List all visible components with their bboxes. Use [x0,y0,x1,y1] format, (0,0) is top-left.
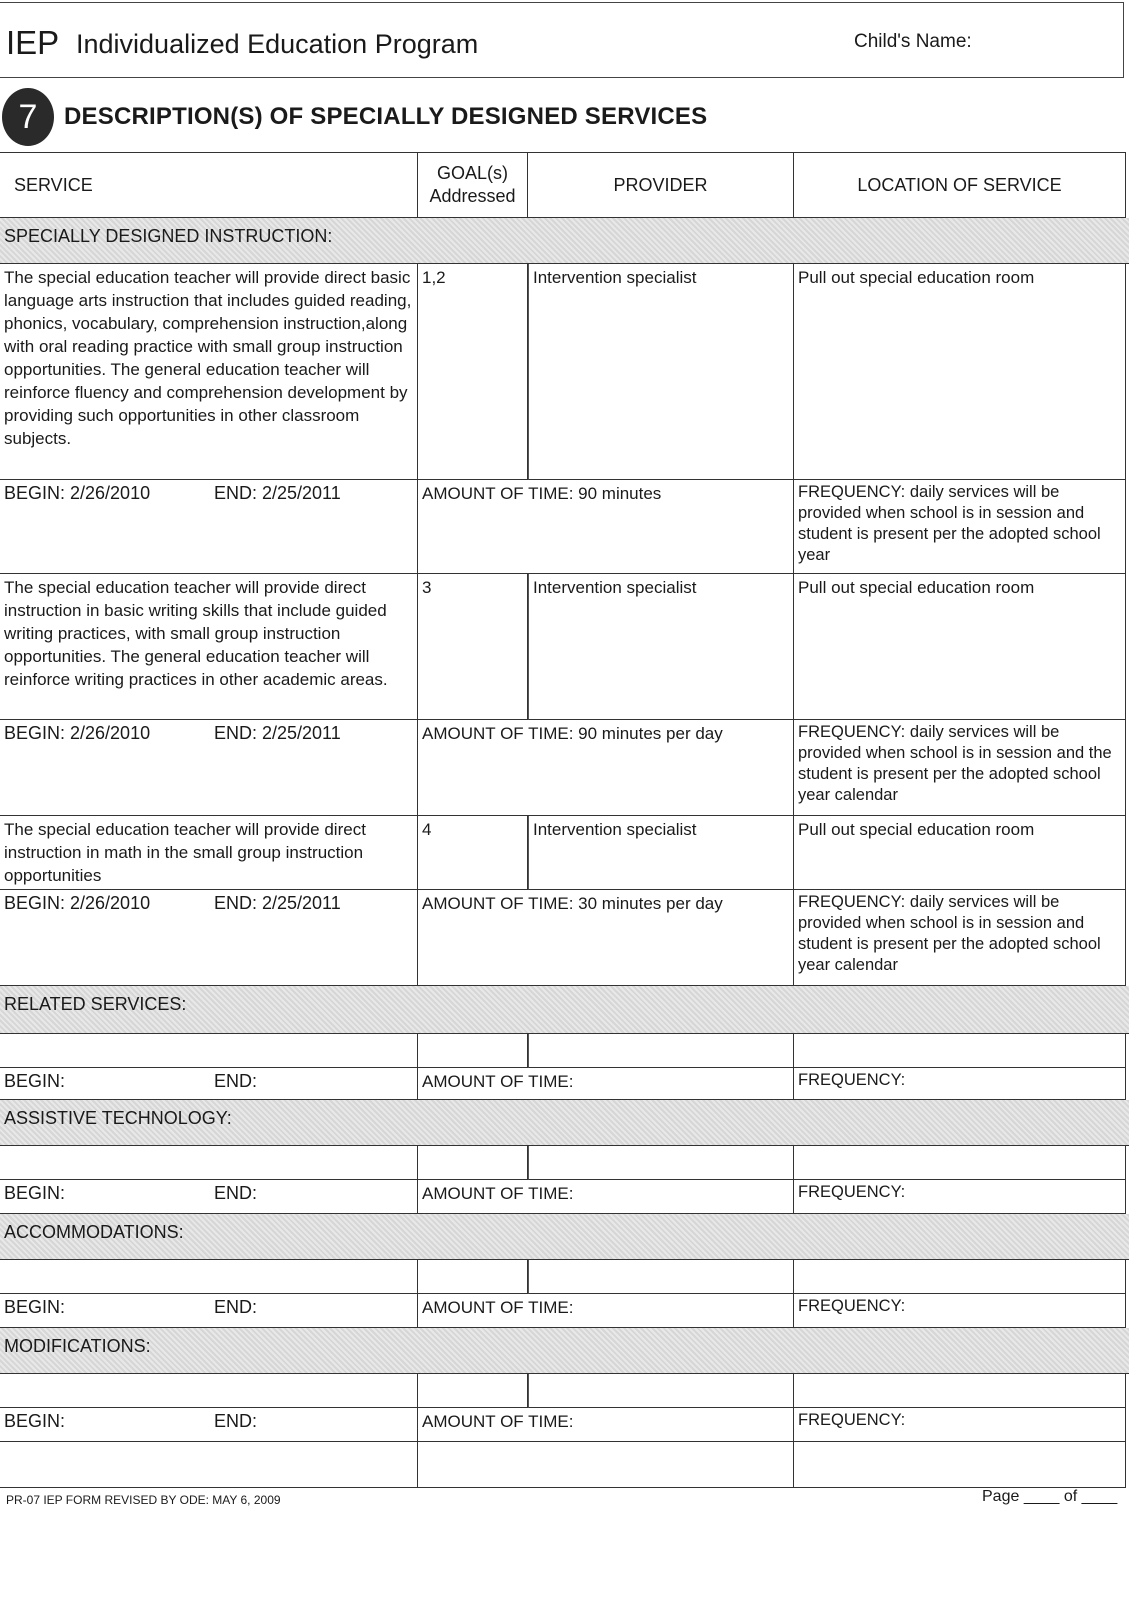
begin-date: BEGIN: [4,1411,66,1431]
begin-end-cell [0,1068,418,1100]
location-cell[interactable] [794,1374,1126,1408]
provider-cell[interactable] [528,1374,794,1408]
location-cell: Pull out special education room [794,264,1126,480]
blank-cell[interactable] [0,1442,418,1488]
service-cell: The special education teacher will provide direct instruction in math in the small group instruction opportunities [0,816,418,890]
location-cell[interactable] [794,1034,1126,1068]
location-cell: Pull out special education room [794,574,1126,720]
location-cell[interactable] [794,1146,1126,1180]
provider-cell[interactable] [528,1034,794,1068]
begin-end-cell [0,1408,418,1442]
page-number: Page ____ of ____ [982,1488,1118,1505]
end-date: END: [214,1183,258,1203]
column-header-goals: GOAL(s) Addressed [418,152,528,218]
service-cell[interactable] [0,1374,418,1408]
service-cell: The special education teacher will provide direct basic language arts instruction that includes guided reading, phonics, vocabulary, comprehension instruction,along with oral reading practice with small group instruction opportunities. The general education teacher will reinforce fluency and comprehension development by providing such opportunities in other classroom subjects. [0,264,418,480]
begin-date: BEGIN: 2/26/2010 [4,723,151,743]
begin-end-cell [0,480,418,574]
provider-cell[interactable] [528,1260,794,1294]
end-date: END: [214,1297,258,1317]
end-date: END: [214,1411,258,1431]
service-cell[interactable] [0,1034,418,1068]
begin-date: BEGIN: [4,1183,66,1203]
begin-end-cell [0,1294,418,1328]
amount-of-time-cell: AMOUNT OF TIME: [418,1068,794,1100]
service-cell[interactable] [0,1146,418,1180]
provider-cell: Intervention specialist [528,264,794,480]
begin-date: BEGIN: [4,1297,66,1317]
begin-end-cell [0,720,418,816]
service-cell: The special education teacher will provide direct instruction in basic writing skills that include guided writing practices, with small group instruction opportunities. The general education teacher will reinforce writing practices in other academic areas. [0,574,418,720]
end-date: END: 2/25/2011 [214,723,341,743]
frequency-cell: FREQUENCY: [794,1068,1126,1100]
form-title: Individualized Education Program [76,29,479,59]
section-number-badge: 7 [2,88,54,146]
begin-end-cell [0,890,418,986]
amount-of-time-cell: AMOUNT OF TIME: [418,1180,794,1214]
section-band-label: MODIFICATIONS: [0,1328,1129,1374]
column-header-provider: PROVIDER [528,152,794,218]
end-date: END: [214,1071,258,1091]
amount-of-time-cell: AMOUNT OF TIME: [418,1294,794,1328]
goals-cell[interactable] [418,1146,528,1180]
section-band-label: RELATED SERVICES: [0,986,1129,1034]
blank-cell[interactable] [794,1442,1126,1488]
location-cell: Pull out special education room [794,816,1126,890]
goals-cell: 1,2 [418,264,528,480]
frequency-cell: FREQUENCY: daily services will be provided when school is in session and the student is present per the adopted school year calendar [794,720,1126,816]
begin-date: BEGIN: 2/26/2010 [4,893,151,913]
goals-cell: 3 [418,574,528,720]
provider-cell: Intervention specialist [528,816,794,890]
frequency-cell: FREQUENCY: [794,1408,1126,1442]
provider-cell: Intervention specialist [528,574,794,720]
end-date: END: 2/25/2011 [214,483,341,503]
provider-cell[interactable] [528,1146,794,1180]
section-title: DESCRIPTION(S) OF SPECIALLY DESIGNED SERVICES [64,103,708,130]
amount-of-time-cell: AMOUNT OF TIME: 30 minutes per day [418,890,794,986]
amount-of-time-cell: AMOUNT OF TIME: 90 minutes [418,480,794,574]
goals-cell[interactable] [418,1374,528,1408]
goals-cell: 4 [418,816,528,890]
column-header-location: LOCATION OF SERVICE [794,152,1126,218]
iep-label: IEP [6,24,60,61]
child-name-label: Child's Name: [854,31,972,52]
service-cell[interactable] [0,1260,418,1294]
column-header-service: SERVICE [0,152,418,218]
section-band-label: ACCOMMODATIONS: [0,1214,1129,1260]
frequency-cell: FREQUENCY: [794,1180,1126,1214]
amount-of-time-cell: AMOUNT OF TIME: [418,1408,794,1442]
frequency-cell: FREQUENCY: [794,1294,1126,1328]
frequency-cell: FREQUENCY: daily services will be provided when school is in session and student is present per the adopted school year [794,480,1126,574]
goals-cell[interactable] [418,1034,528,1068]
section-band-label: SPECIALLY DESIGNED INSTRUCTION: [0,218,1129,264]
blank-cell[interactable] [418,1442,794,1488]
form-revision-note: PR-07 IEP FORM REVISED BY ODE: MAY 6, 2009 [6,1493,281,1507]
begin-date: BEGIN: 2/26/2010 [4,483,151,503]
end-date: END: 2/25/2011 [214,893,341,913]
section-band-label: ASSISTIVE TECHNOLOGY: [0,1100,1129,1146]
location-cell[interactable] [794,1260,1126,1294]
frequency-cell: FREQUENCY: daily services will be provided when school is in session and student is present per the adopted school year calendar [794,890,1126,986]
begin-date: BEGIN: [4,1071,66,1091]
amount-of-time-cell: AMOUNT OF TIME: 90 minutes per day [418,720,794,816]
begin-end-cell [0,1180,418,1214]
goals-cell[interactable] [418,1260,528,1294]
